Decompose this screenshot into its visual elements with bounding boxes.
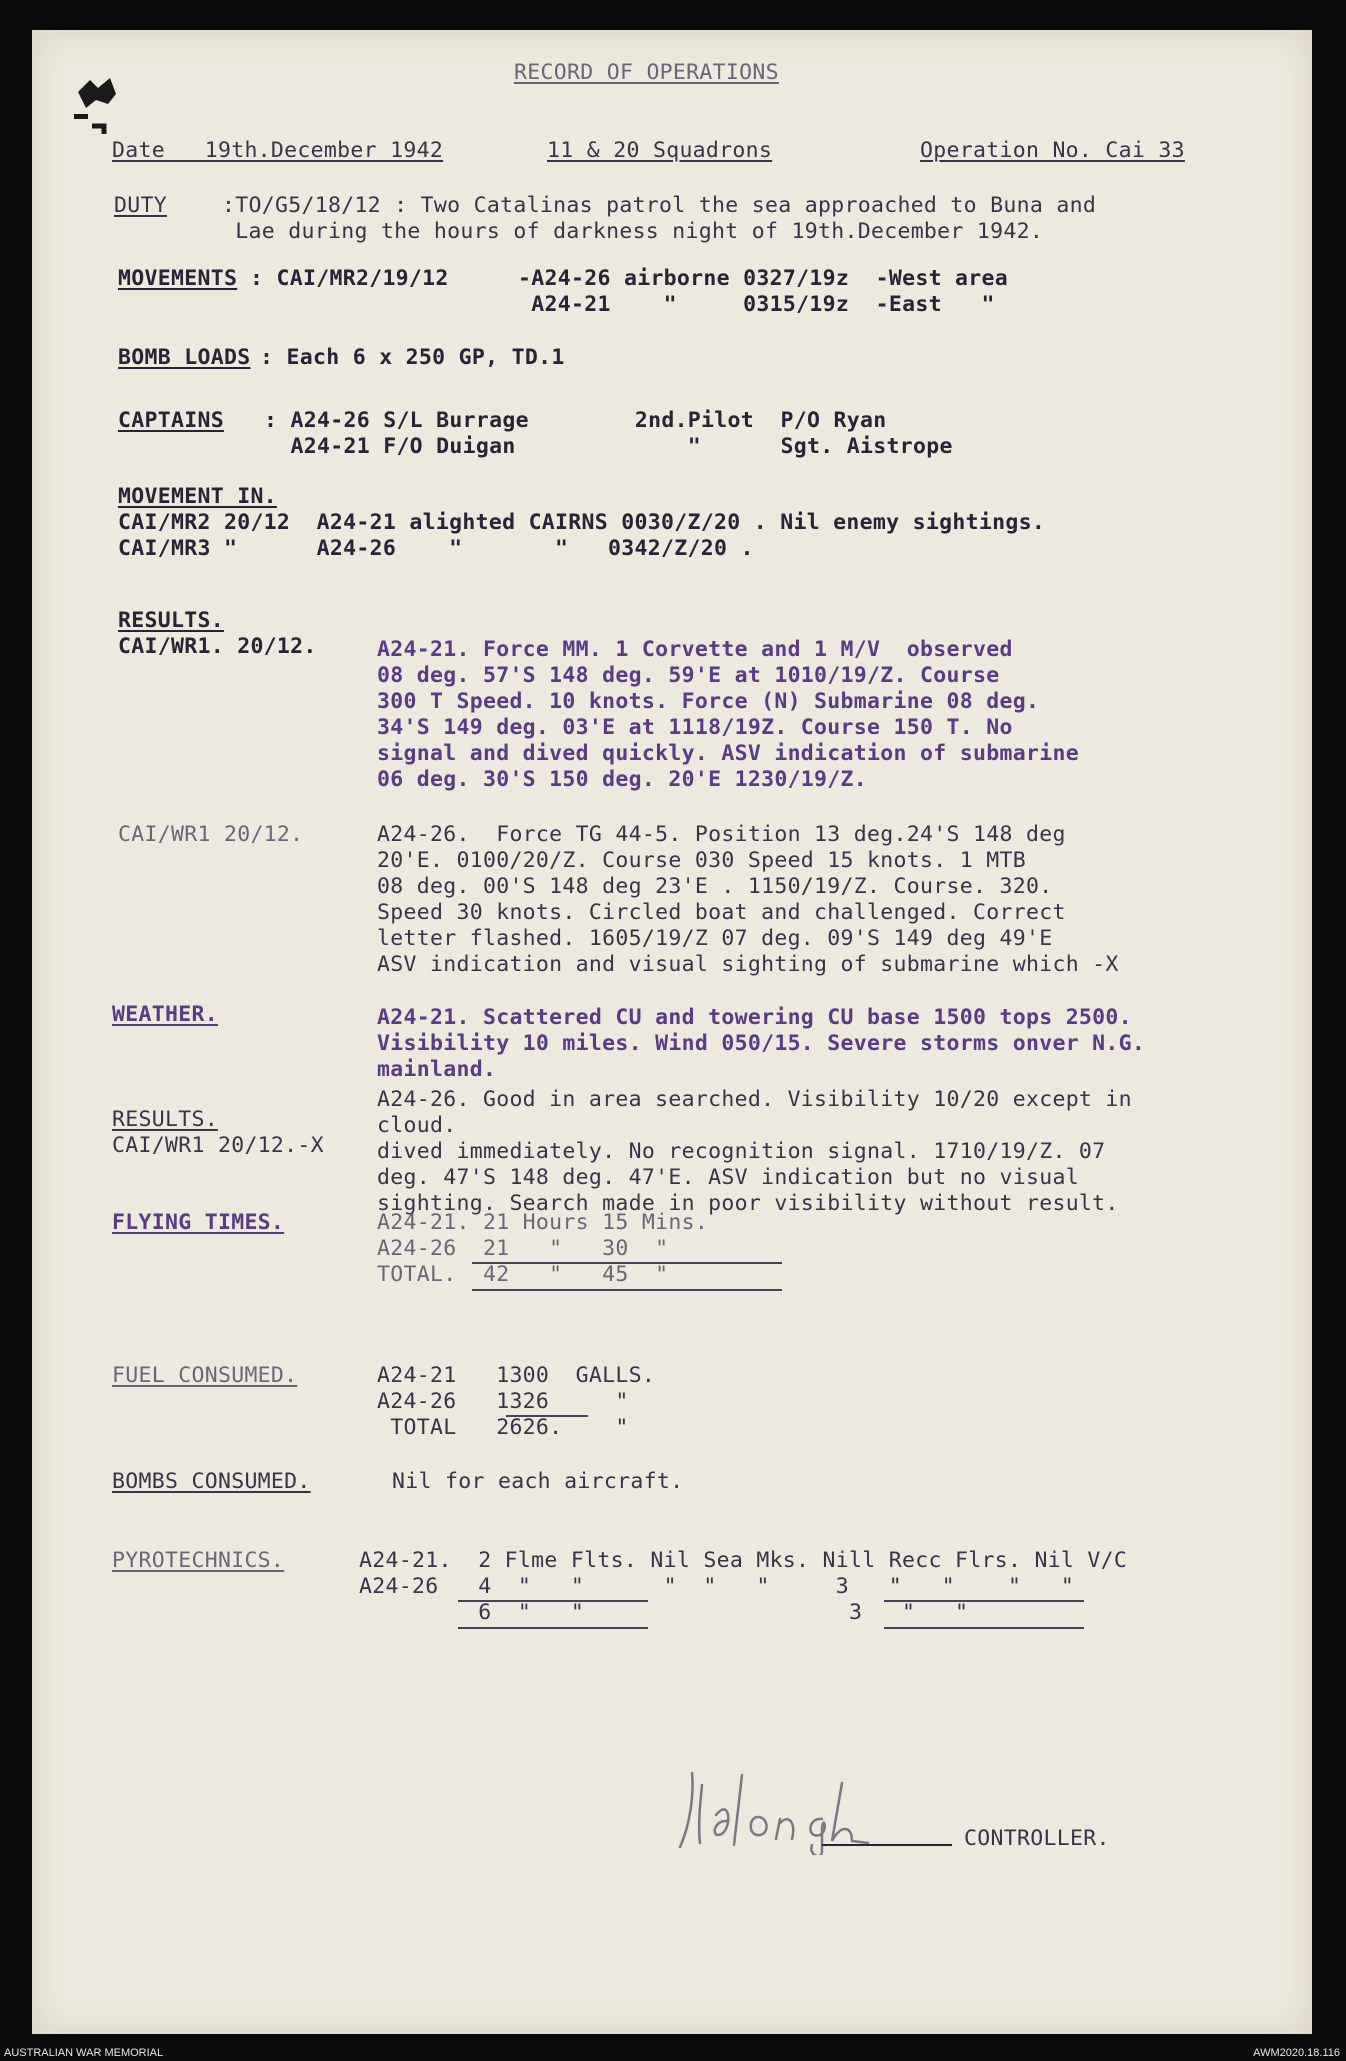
fuel-row: A24-26 1326 " [377,1389,629,1414]
results-line: Speed 30 knots. Circled boat and challenged. Correct [377,900,1066,925]
movement-in-line-2: CAI/MR3 " A24-26 " " 0342/Z/20 . [118,536,754,561]
fuel-row: A24-21 1300 GALLS. [377,1363,656,1388]
flying-times-label: FLYING TIMES. [112,1210,285,1235]
weather-line: mainland. [377,1057,497,1082]
duty-line-1: :TO/G5/18/12 : Two Catalinas patrol the sea approached to Buna and [222,193,1097,218]
document-page [32,30,1312,2034]
results-ref-3: CAI/WR1 20/12.-X [112,1133,324,1158]
bombs-consumed-label: BOMBS CONSUMED. [112,1469,311,1494]
captains-line-2: A24-21 F/O Duigan " Sgt. Aistrope [264,434,953,459]
pyrotechnics-total: 6 " " 3 " " [359,1600,969,1625]
pyrotechnics-row: A24-26 4 " " " " " 3 " " " " [359,1574,1075,1599]
results-ref-2: CAI/WR1 20/12. [118,822,304,847]
movements-label: MOVEMENTS [118,266,238,291]
results-line: 06 deg. 30'S 150 deg. 20'E 1230/19/Z. [377,767,868,792]
results-line: 34'S 149 deg. 03'E at 1118/19Z. Course 150 T. No [377,715,1013,740]
pyrotechnics-rule [884,1627,1084,1629]
weather-line: A24-26. Good in area searched. Visibility 10/20 except in [377,1087,1132,1112]
results-label-3: RESULTS. [112,1107,218,1132]
captains-line-1: : A24-26 S/L Burrage 2nd.Pilot P/O Ryan [264,408,887,433]
duty-label: DUTY [114,193,167,218]
pyrotechnics-rule [458,1627,648,1629]
pyrotechnics-label: PYROTECHNICS. [112,1548,285,1573]
results-ref-1: CAI/WR1. 20/12. [118,634,317,659]
weather-label: WEATHER. [112,1002,218,1027]
duty-line-2: Lae during the hours of darkness night of 19th.December 1942. [222,219,1044,244]
results-line: deg. 47'S 148 deg. 47'E. ASV indication but no visual [377,1165,1079,1190]
bomb-loads-label: BOMB LOADS [118,345,251,370]
movements-line-2: A24-21 " 0315/19z -East " [518,292,995,317]
torn-corner-damage [68,74,138,134]
movements-line-1: -A24-26 airborne 0327/19z -West area [518,266,1009,291]
document-title: RECORD OF OPERATIONS [514,60,779,85]
movement-in-label: MOVEMENT IN. [118,484,277,509]
handwritten-signature [672,1765,972,1855]
pyrotechnics-row: A24-21. 2 Flme Flts. Nil Sea Mks. Nill Recc Flrs. Nil V/C [359,1548,1128,1573]
captains-label: CAPTAINS [118,408,224,433]
results-line: A24-26. Force TG 44-5. Position 13 deg.24'S 148 deg [377,822,1066,847]
fuel-total: TOTAL 2626. " [377,1415,629,1440]
flying-times-row: A24-21. 21 Hours 15 Mins. [377,1210,709,1235]
results-line: signal and dived quickly. ASV indication of submarine [377,741,1079,766]
results-line: 20'E. 0100/20/Z. Course 030 Speed 15 knots. 1 MTB [377,848,1026,873]
flying-times-row: A24-26 21 " 30 " [377,1236,669,1261]
results-line: sighting. Search made in poor visibility without result. [377,1191,1119,1216]
movement-in-line-1: CAI/MR2 20/12 A24-21 alighted CAIRNS 0030/Z/20 . Nil enemy sightings. [118,510,1046,535]
bombs-consumed-text: Nil for each aircraft. [392,1469,684,1494]
movements-ref: : CAI/MR2/19/12 [250,266,449,291]
results-line: 300 T Speed. 10 knots. Force (N) Submarine 08 deg. [377,689,1040,714]
fuel-consumed-label: FUEL CONSUMED. [112,1363,298,1388]
results-line: 08 deg. 57'S 148 deg. 59'E at 1010/19/Z. Course [377,663,1000,688]
weather-line: A24-21. Scattered CU and towering CU base 1500 tops 2500. [377,1005,1132,1030]
bomb-loads-text: : Each 6 x 250 GP, TD.1 [260,345,565,370]
footer-accession-number: AWM2020.18.116 [1253,2047,1340,2059]
results-line: ASV indication and visual sighting of submarine which -X [377,952,1119,977]
results-line: dived immediately. No recognition signal. 1710/19/Z. 07 [377,1139,1106,1164]
results-label: RESULTS. [118,608,224,633]
weather-line: cloud. [377,1113,457,1138]
footer-institution: AUSTRALIAN WAR MEMORIAL [4,2047,164,2059]
results-line: A24-21. Force MM. 1 Corvette and 1 M/V observed [377,637,1013,662]
header-squadrons: 11 & 20 Squadrons [547,138,773,163]
header-operation: Operation No. Cai 33 [920,138,1185,163]
weather-line: Visibility 10 miles. Wind 050/15. Severe storms onver N.G. [377,1031,1146,1056]
flying-times-total: TOTAL. 42 " 45 " [377,1262,669,1287]
signature-line [822,1844,952,1846]
results-line: 08 deg. 00'S 148 deg 23'E . 1150/19/Z. Course. 320. [377,874,1053,899]
results-line: letter flashed. 1605/19/Z 07 deg. 09'S 149 deg 49'E [377,926,1053,951]
header-date: Date 19th.December 1942 [112,138,444,163]
controller-label: CONTROLLER. [964,1826,1110,1851]
flying-times-rule [472,1289,782,1291]
